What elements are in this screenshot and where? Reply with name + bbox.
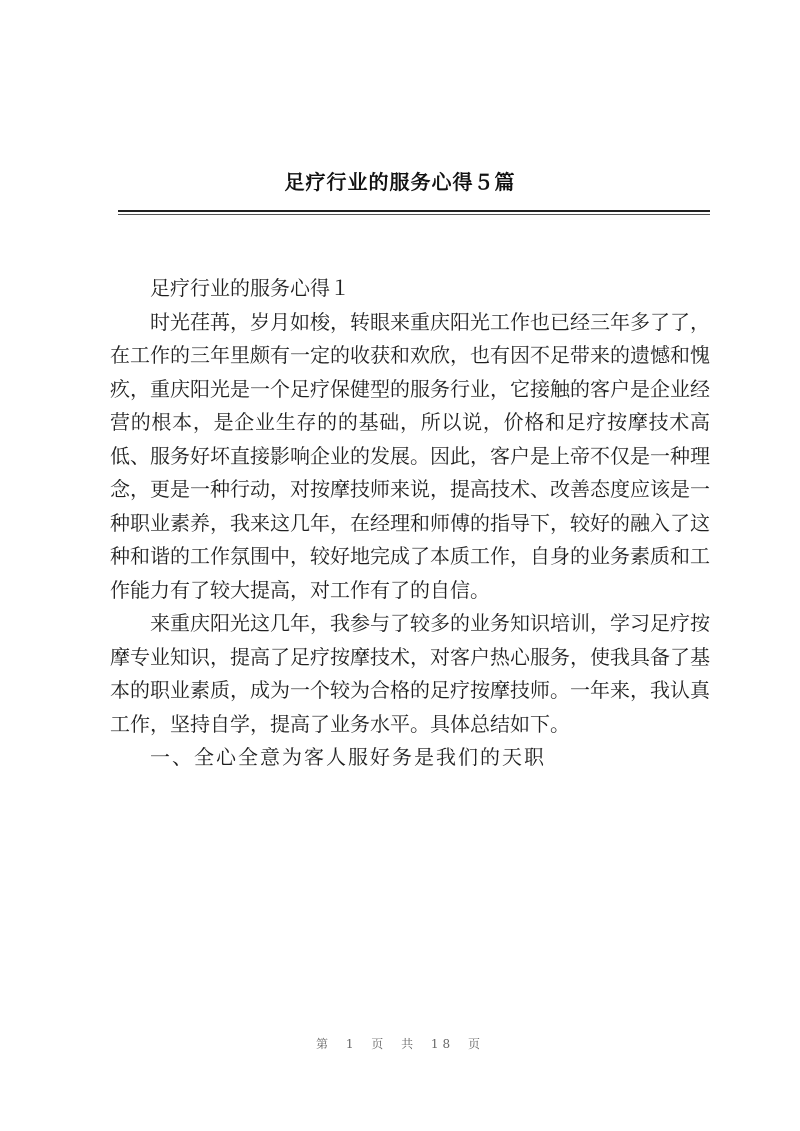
title-divider-thin bbox=[118, 214, 710, 215]
paragraph: 来重庆阳光这几年，我参与了较多的业务知识培训，学习足疗按摩专业知识，提高了足疗按摩技术，对客户热心服务，使我具备了基本的职业素质，成为一个较为合格的足疗按摩技师。一年来，我认真工作，坚持自学，提高了业务水平。具体总结如下。 bbox=[110, 611, 710, 736]
page-footer: 第 1 页 共 18 页 bbox=[316, 1037, 484, 1051]
document-title: 足疗行业的服务心得５篇 bbox=[284, 170, 516, 194]
subsection-heading: 一、全心全意为客人服好务是我们的天职 bbox=[150, 745, 546, 769]
section-heading: 足疗行业的服务心得１ bbox=[150, 276, 350, 300]
paragraph: 时光荏苒，岁月如梭，转眼来重庆阳光工作也已经三年多了了，在工作的三年里颇有一定的收获和欢欣，也有因不足带来的遗憾和愧疚，重庆阳光是一个足疗保健型的服务行业，它接触的客户是企业经营的根本，是企业生存的的基础，所以说，价格和足疗按摩技术高低、服务好坏直接影响企业的发展。因此，客户是上帝不仅是一种理念，更是一种行动，对按摩技师来说，提高技术、改善态度应该是一种职业素养，我来这几年，在经理和师傅的指导下，较好的融入了这种和谐的工作氛围中，较好地完成了本质工作，自身的业务素质和工作能力有了较大提高，对工作有了的自信。 bbox=[110, 309, 710, 602]
title-divider-thick bbox=[118, 210, 710, 212]
document-body bbox=[110, 272, 710, 775]
